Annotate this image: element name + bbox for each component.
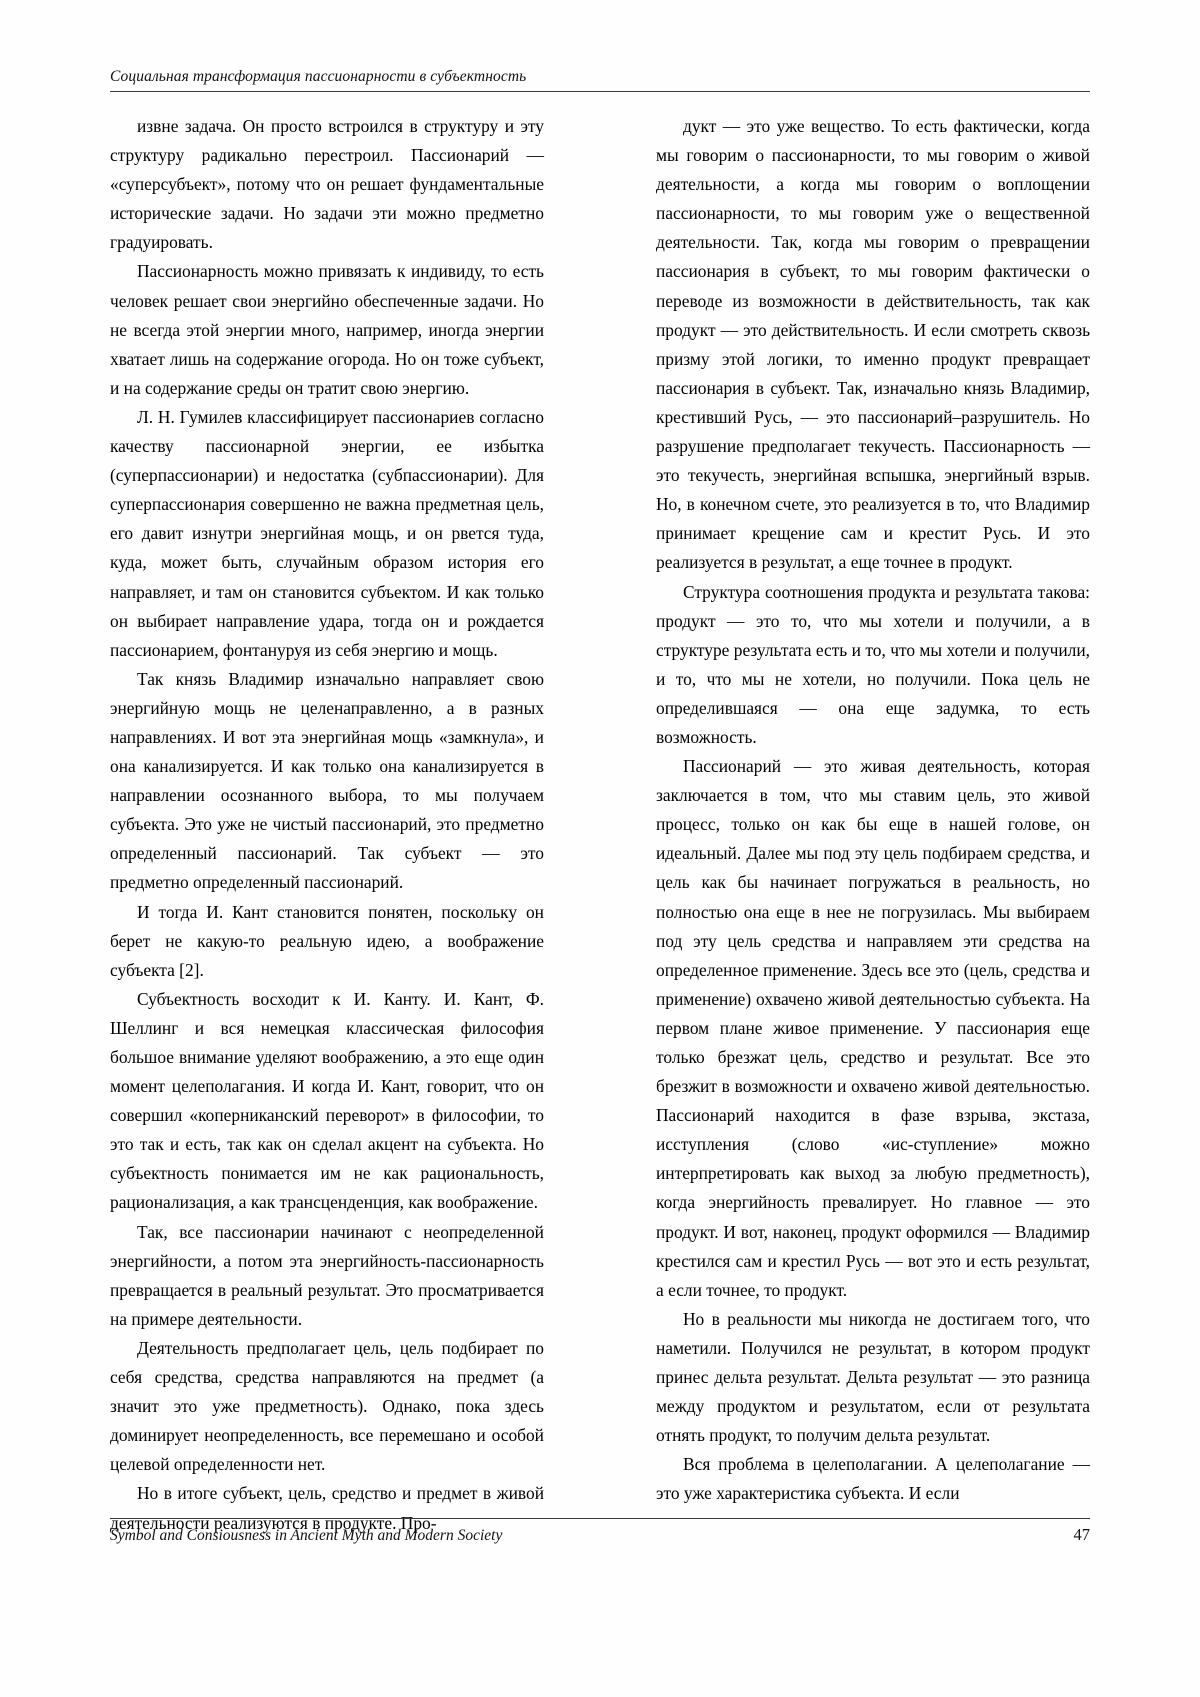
header-divider xyxy=(110,91,1090,92)
page-header xyxy=(110,68,1090,92)
paragraph: Так, все пассионарии начинают с неопределенной энергийности, а потом эта энергийность-пассионарность превращается в реальный результат. Это просматривается на примере деятельности. xyxy=(110,1221,544,1329)
paragraph: Так князь Владимир изначально направляет свою энергийную мощь не целенаправленно, а в разных направлениях. И вот эта энергийная мощь «замкнула», и она канализируется. И как только она канализируется в направлении осознанного выбора, то мы получаем субъекта. Это уже не чистый пассионарий, это предметно определенный пассионарий. Так субъект — это предметно определенный пассионарий. xyxy=(110,668,544,893)
paragraph: извне задача. Он просто встроился в структуру и эту структуру радикально перестроил. Пассионарий — «суперсубъект», потому что он решает фундаментальные исторические задачи. Но задачи эти можно предметно градуировать. xyxy=(110,116,544,253)
footer-divider xyxy=(110,1518,1090,1519)
paragraph: Субъектность восходит к И. Канту. И. Кант, Ф. Шеллинг и вся немецкая классическая философия большое внимание уделяют воображению, а это еще один момент целеполагания. И когда И. Кант, говорит, что он совершил «коперниканский переворот» в философии, то это так и есть, так как он сделал акцент на субъекта. Но субъектность понимается им не как рациональность, рационализация, а как трансценденция, как воображение. xyxy=(110,988,544,1213)
paragraph: Пассионарность можно привязать к индивиду, то есть человек решает свои энергийно обеспеченные задачи. Но не всегда этой энергии много, например, иногда энергии хватает лишь на содержание огорода. Но он тоже субъект, и на содержание среды он тратит свою энергию. xyxy=(110,261,544,398)
paragraph: И тогда И. Кант становится понятен, поскольку он берет не какую-то реальную идею, а воображение субъекта [2]. xyxy=(110,901,544,980)
paragraph: Деятельность предполагает цель, цель подбирает по себя средства, средства направляются на предмет (а значит это уже предметность). Однако, пока здесь доминирует неопределенность, все перемешано и особой целевой определенности нет. xyxy=(110,1337,544,1475)
footer-running-title: Symbol and Consiousness in Ancient Myth and Modern Society xyxy=(110,1527,503,1544)
paragraph: Но в итоге субъект, цель, средство и предмет в живой деятельности реализуются в продукте. Про- xyxy=(110,1483,544,1533)
left-column xyxy=(110,112,544,1533)
paragraph: дукт — это уже вещество. То есть фактически, когда мы говорим о пассионарности, то мы говорим о живой деятельности, а когда мы говорим о воплощении пассионарности, то мы говорим уже о вещественной деятельности. Так, когда мы говорим о превращении пассионария в субъект, то мы говорим фактически о переводе из возможности в действительность, так как продукт — это действительность. И если смотреть сквозь призму этой логики, то именно продукт превращает пассионария в субъект. Так, изначально князь Владимир, крестивший Русь, — это пассионарий–разрушитель. Но разрушение предполагает текучесть. Пассионарность — это текучесть, энергийная вспышка, энергийный взрыв. Но, в конечном счете, это реализуется в то, что Владимир принимает крещение сам и крестит Русь. И это реализуется в результат, а еще точнее в продукт. xyxy=(656,116,1090,573)
running-head-title: Социальная трансформация пассионарности в субъектность xyxy=(110,68,527,85)
paragraph: Л. Н. Гумилев классифицирует пассионариев согласно качеству пассионарной энергии, ее избытка (суперпассионарии) и недостатка (субпассионарии). Для суперпассионария совершенно не важна предметная цель, его давит изнутри энергийная мощь, и он рвется туда, куда, может быть, случайным образом история его направляет, и там он становится субъектом. И как только он выбирает направление удара, тогда он и рождается пассионарием, фонтануруя из себя энергию и мощь. xyxy=(110,406,544,660)
paragraph: Вся проблема в целеполагании. А целеполагание — это уже характеристика субъекта. И если xyxy=(656,1454,1090,1504)
body-columns xyxy=(110,112,1090,1533)
page-footer xyxy=(110,1518,1090,1545)
paragraph: Пассионарий — это живая деятельность, которая заключается в том, что мы ставим цель, это живой процесс, только он как бы еще в нашей голове, он идеальный. Далее мы под эту цель подбираем средства, и цель как бы начинает погружаться в реальность, но полностью она еще в нее не погрузилась. Мы выбираем под эту цель средства и направляем эти средства на определенное применение. Здесь все это (цель, средства и применение) охвачено живой деятельностью субъекта. На первом плане живое применение. У пассионария еще только брезжат цель, средство и результат. Все это брезжит в возможности и охвачено живой деятельностью. Пассионарий находится в фазе взрыва, экстаза, исступления (слово «ис-ступление» можно интерпретировать как выход за любую предметность), когда энергийность превалирует. Но главное — это продукт. И вот, наконец, продукт оформился — Владимир крестился сам и крестил Русь — вот это и есть результат, а если точнее, то продукт. xyxy=(656,756,1090,1300)
paragraph: Но в реальности мы никогда не достигаем того, что наметили. Получился не результат, в котором продукт принес дельта результат. Дельта результат — это разница между продуктом и результатом, если от результата отнять продукт, то получим дельта результат. xyxy=(656,1308,1090,1446)
right-column xyxy=(656,112,1090,1504)
paragraph: Структура соотношения продукта и результата такова: продукт — это то, что мы хотели и получили, а в структуре результата есть и то, что мы хотели и получили, и то, что мы не хотели, но получили. Пока цель не определившаяся — она еще задумка, то есть возможность. xyxy=(656,581,1090,747)
page-number: 47 xyxy=(1073,1525,1090,1544)
